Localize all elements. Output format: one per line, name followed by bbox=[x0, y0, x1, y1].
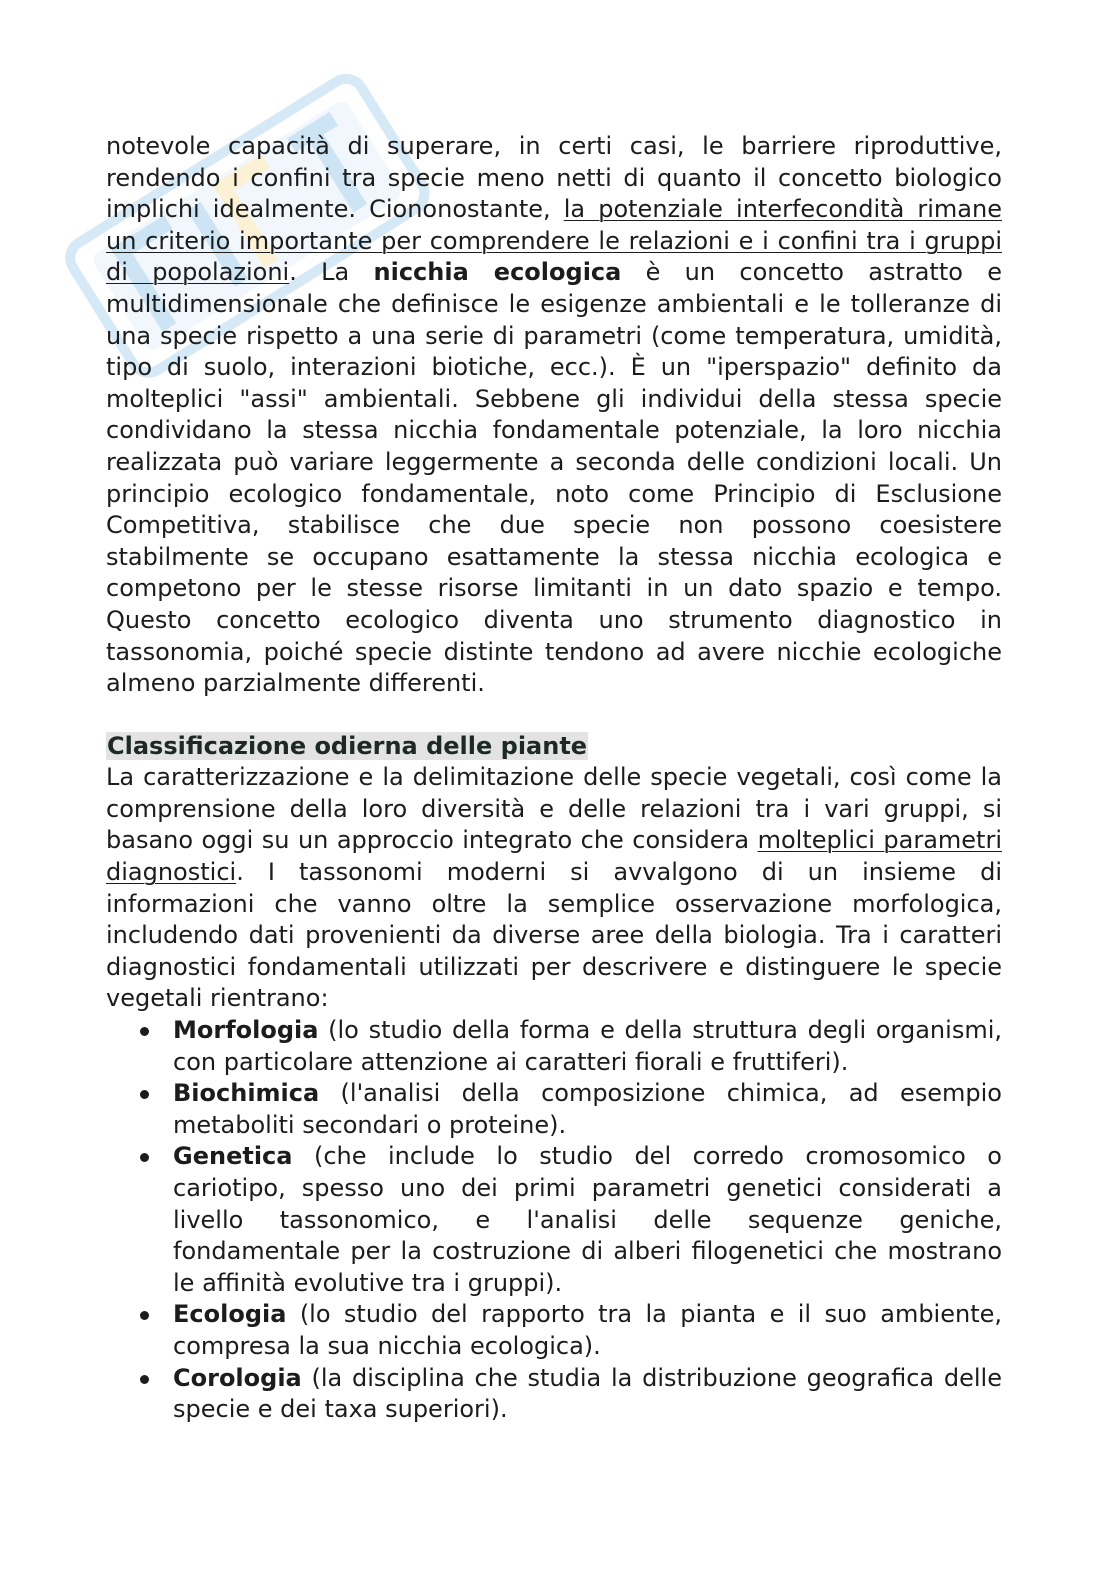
list-item bbox=[173, 1078, 1002, 1141]
list-item-desc: (lo studio del rapporto tra la pianta e il suo ambiente, compresa la sua nicchia ecologica). bbox=[173, 1300, 1002, 1360]
text-run: . La bbox=[289, 258, 374, 287]
paragraph-intro bbox=[106, 762, 1002, 1015]
list-item bbox=[173, 1015, 1002, 1078]
text-run: La caratterizzazione e la delimitazione delle specie vegetali, così come la comprensione della loro diversità e delle relazioni tra i vari gruppi, si basano oggi su un approccio integrato che considera bbox=[106, 763, 1002, 855]
list-item bbox=[173, 1299, 1002, 1362]
list-item-desc: (lo studio della forma e della struttura degli organismi, con particolare attenzione ai caratteri fiorali e fruttiferi). bbox=[173, 1016, 1002, 1076]
paragraph-nicchia bbox=[106, 131, 1002, 700]
list-item-term: Ecologia bbox=[173, 1300, 287, 1329]
bullet-icon bbox=[140, 1153, 149, 1162]
list-item-term: Corologia bbox=[173, 1363, 302, 1392]
list-item bbox=[173, 1141, 1002, 1299]
bullet-icon bbox=[140, 1027, 149, 1036]
underlined-text: molteplici parametri diagnostici bbox=[106, 826, 1002, 887]
text-run: . I tassonomi moderni si avvalgono di un insieme di informazioni che vanno oltre la semplice osservazione morfologica, includendo dati provenienti da diverse aree della biologia. Tra i caratteri diagnostici fondamentali utilizzati per descrivere e distinguere le specie vegetali rientrano: bbox=[106, 858, 1002, 1013]
bullet-icon bbox=[140, 1375, 149, 1384]
list-item-desc: (la disciplina che studia la distribuzione geografica delle specie e dei taxa superiori). bbox=[173, 1363, 1002, 1424]
diagnostic-characters-list bbox=[106, 1015, 1002, 1426]
underlined-text: la potenziale interfecondità rimane un criterio importante per comprendere le relazioni e i confini tra i gruppi di popolazioni bbox=[106, 195, 1002, 287]
bullet-icon bbox=[140, 1311, 149, 1320]
text-run: è un concetto astratto e multidimensionale che definisce le esigenze ambientali e le tolleranze di una specie rispetto a una serie di parametri (come temperatura, umidità, tipo di suolo, interazioni biotiche, ecc.). È un "iperspazio" definito da molteplici "assi" ambientali. Sebbene gli individui della stessa specie condividano la stessa nicchia fondamentale potenziale, la loro nicchia realizzata può variare leggermente a seconda delle condizioni locali. Un principio ecologico fondamentale, noto come Principio di Esclusione Competitiva, stabilisce che due specie non possono coesistere stabilmente se occupano esattamente la stessa nicchia ecologica e competono per le stesse risorse limitanti in un dato spazio e tempo. Questo concetto ecologico diventa uno strumento diagnostico in tassonomia, poiché specie distinte tendono ad avere nicchie ecologiche almeno parzialmente differenti. bbox=[106, 258, 1002, 698]
list-item bbox=[173, 1363, 1002, 1426]
bold-term-nicchia-ecologica: nicchia ecologica bbox=[373, 258, 622, 287]
section-heading bbox=[106, 731, 1002, 763]
list-item-term: Biochimica bbox=[173, 1079, 320, 1108]
list-item-desc: (l'analisi della composizione chimica, ad esempio metaboliti secondari o proteine). bbox=[173, 1079, 1002, 1139]
list-item-term: Morfologia bbox=[173, 1016, 319, 1045]
bullet-icon bbox=[140, 1090, 149, 1099]
section-heading-text: Classificazione odierna delle piante bbox=[107, 731, 588, 760]
list-item-desc: (che include lo studio del corredo cromosomico o cariotipo, spesso uno dei primi parametri genetici considerati a livello tassonomico, e l'analisi delle sequenze geniche, fondamentale per la costruzione di alberi filogenetici che mostrano le affinità evolutive tra i gruppi). bbox=[173, 1142, 1002, 1297]
document-page bbox=[106, 131, 1002, 1426]
list-item-term: Genetica bbox=[173, 1142, 293, 1171]
text-run: notevole capacità di superare, in certi casi, le barriere riproduttive, rendendo i confini tra specie meno netti di quanto il concetto biologico implichi idealmente. Ciononostante, bbox=[106, 132, 1002, 224]
